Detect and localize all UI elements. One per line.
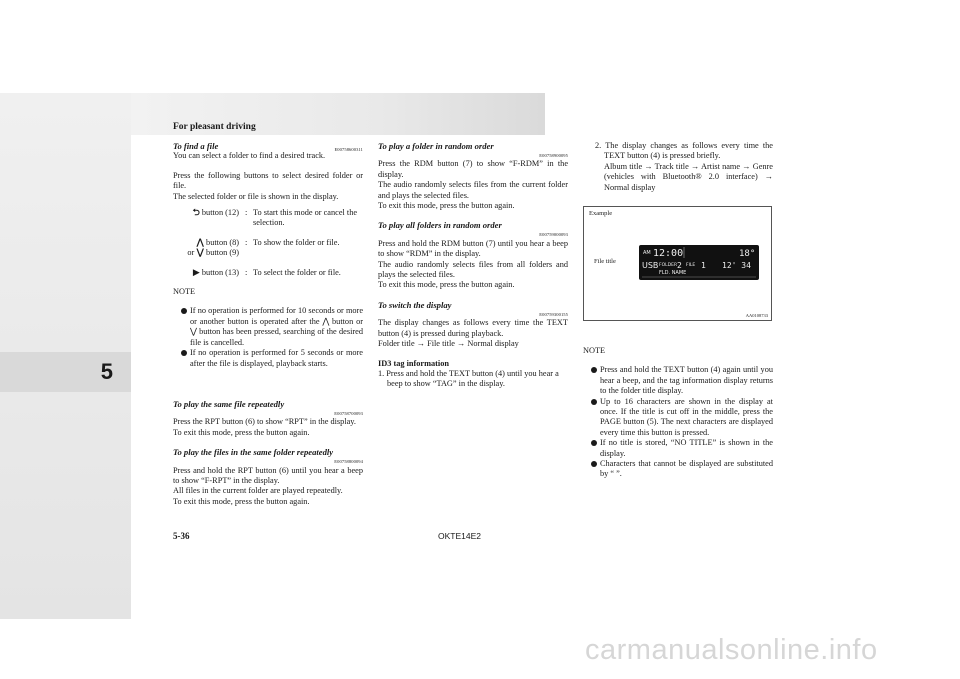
- section-title: For pleasant driving: [173, 122, 256, 132]
- page-number: 5-36: [173, 531, 190, 541]
- paragraph: Press the RDM button (7) to show “F-RDM” in the display. The audio randomly selects files from the current folder and plays the selected files. To exit this mode, press the button again.: [378, 159, 568, 211]
- lcd-folder-number: 2: [677, 261, 682, 270]
- lcd-file-number: 1: [701, 261, 706, 270]
- heading-random-folder: To play a folder in random order E00758900095: [378, 141, 568, 151]
- note-title: NOTE: [173, 287, 196, 297]
- heading-code: E00759300155: [539, 311, 568, 317]
- figure-file-title-label: File title: [594, 258, 616, 265]
- heading-repeat-same: To play the same file repeatedly E00758700093: [173, 399, 363, 409]
- lcd-am: AM: [643, 250, 651, 256]
- paragraph: The display changes as follows every time the TEXT button (4) is pressed during playback. Folder title → File title → Normal display: [378, 318, 568, 349]
- note-item: If no title is stored, “NO TITLE” is shown in the display.: [583, 438, 773, 459]
- or-label: or: [187, 248, 195, 258]
- button-description: To select the folder or file.: [253, 267, 341, 277]
- button-description: To start this mode or cancel the selection.: [253, 208, 358, 228]
- audio-lcd-display: [639, 245, 759, 280]
- heading-code: E00758800094: [334, 459, 363, 465]
- note-item: Up to 16 characters are shown in the display at once. If the title is cut off in the middle, press the PAGE button (5). The next characters are displayed every time this button is pressed.: [583, 397, 773, 439]
- subheading-id3: ID3 tag information: [378, 358, 449, 368]
- paragraph: Press and hold the RPT button (6) until you hear a beep to show “F-RPT” in the display. All files in the current folder are played repeatedly. To exit this mode, press the button again.: [173, 465, 363, 506]
- figure-code: AA0108733: [745, 313, 768, 318]
- folder-down-icon: ⋁: [196, 248, 204, 259]
- display-figure: [583, 206, 772, 321]
- paragraph: Press the following buttons to select desired folder or file. The selected folder or file is shown in the display.: [173, 170, 363, 201]
- lcd-time: 12' 34: [722, 261, 751, 270]
- numbered-step: 2. The display changes as follows every time the TEXT button (4) is pressed briefly.: [595, 141, 773, 161]
- button-label: button (9): [206, 248, 239, 258]
- middle-column: [378, 141, 568, 399]
- lcd-file-label: FILE: [686, 263, 696, 268]
- section-number: 5: [100, 359, 113, 384]
- return-arrow-icon: ⮌: [192, 208, 200, 219]
- heading-switch-display: To switch the display E00759300155: [378, 300, 568, 310]
- note-list: [583, 365, 773, 479]
- section-tab: [0, 352, 131, 392]
- heading-random-all: To play all folders in random order E00759000093: [378, 220, 568, 230]
- button-label: button (8): [206, 237, 239, 247]
- lcd-clock: 12:00: [653, 248, 684, 259]
- paragraph: Press and hold the RDM button (7) until you hear a beep to show “RDM” in the display. The audio randomly selects files from all folders and plays the selected files. To exit this mode, press the button again.: [378, 238, 568, 290]
- lcd-temp: 18°: [739, 249, 756, 259]
- note-item: If no operation is performed for 5 seconds or more after the file is displayed, playback starts.: [173, 348, 363, 369]
- button-table: [173, 208, 363, 278]
- display-sequence: Album title → Track title → Artist name → Genre (vehicles with Bluetooth® 2.0 interface) → Normal display: [604, 161, 773, 192]
- folder-up-icon: ⋀: [196, 237, 204, 248]
- note-item: If no operation is performed for 10 seconds or more or another button is operated after the ⋀ button or ⋁ button has been pressed, searching of the desired file is cancelled.: [173, 306, 363, 348]
- lcd-name: FLD. NAME: [659, 270, 687, 276]
- note-item: Characters that cannot be displayed are substituted by “ ”.: [583, 459, 773, 480]
- note-title: NOTE: [583, 346, 606, 355]
- button-description: To show the folder or file.: [253, 237, 340, 247]
- button-label: button (13): [201, 267, 239, 277]
- heading-code: E00758700093: [334, 410, 363, 416]
- button-row: ⮌ button (12) : To start this mode or cancel the selection.: [173, 208, 363, 229]
- note-item: Press and hold the TEXT button (4) again until you hear a beep, and the tag information display returns to the folder title display.: [583, 365, 773, 396]
- heading-repeat-folder: To play the files in the same folder repeatedly E00758800094: [173, 447, 363, 457]
- left-column: [173, 141, 363, 516]
- lcd-source: USB: [642, 261, 659, 270]
- figure-example-label: Example: [589, 210, 613, 217]
- paragraph: Press the RPT button (6) to show “RPT” in the display. To exit this mode, press the button again.: [173, 417, 356, 437]
- heading-code: E00758900095: [539, 153, 568, 158]
- numbered-step: 1. Press and hold the TEXT button (4) until you hear a beep to show “TAG” in the display.: [378, 368, 559, 389]
- paragraph: You can select a folder to find a desired track.: [173, 151, 326, 161]
- button-row: ⋀ button (8) or ⋁ button (9) : To show the folder or file.: [173, 238, 363, 259]
- right-notes: [583, 346, 773, 480]
- note-list: [173, 306, 363, 368]
- right-column: [583, 141, 773, 202]
- heading-find-file: To find a file E00758600311: [173, 141, 363, 151]
- button-row: ▶ button (13) : To select the folder or file.: [173, 268, 363, 278]
- button-label: button (12): [201, 208, 239, 218]
- watermark: carmanualsonline.info: [585, 634, 878, 666]
- lcd-folder-label: FOLDER: [659, 263, 678, 268]
- play-triangle-icon: ▶: [192, 267, 200, 278]
- heading-code: E00759000093: [539, 232, 568, 238]
- heading-code: E00758600311: [334, 147, 363, 152]
- document-code: OKTE14E2: [438, 531, 481, 541]
